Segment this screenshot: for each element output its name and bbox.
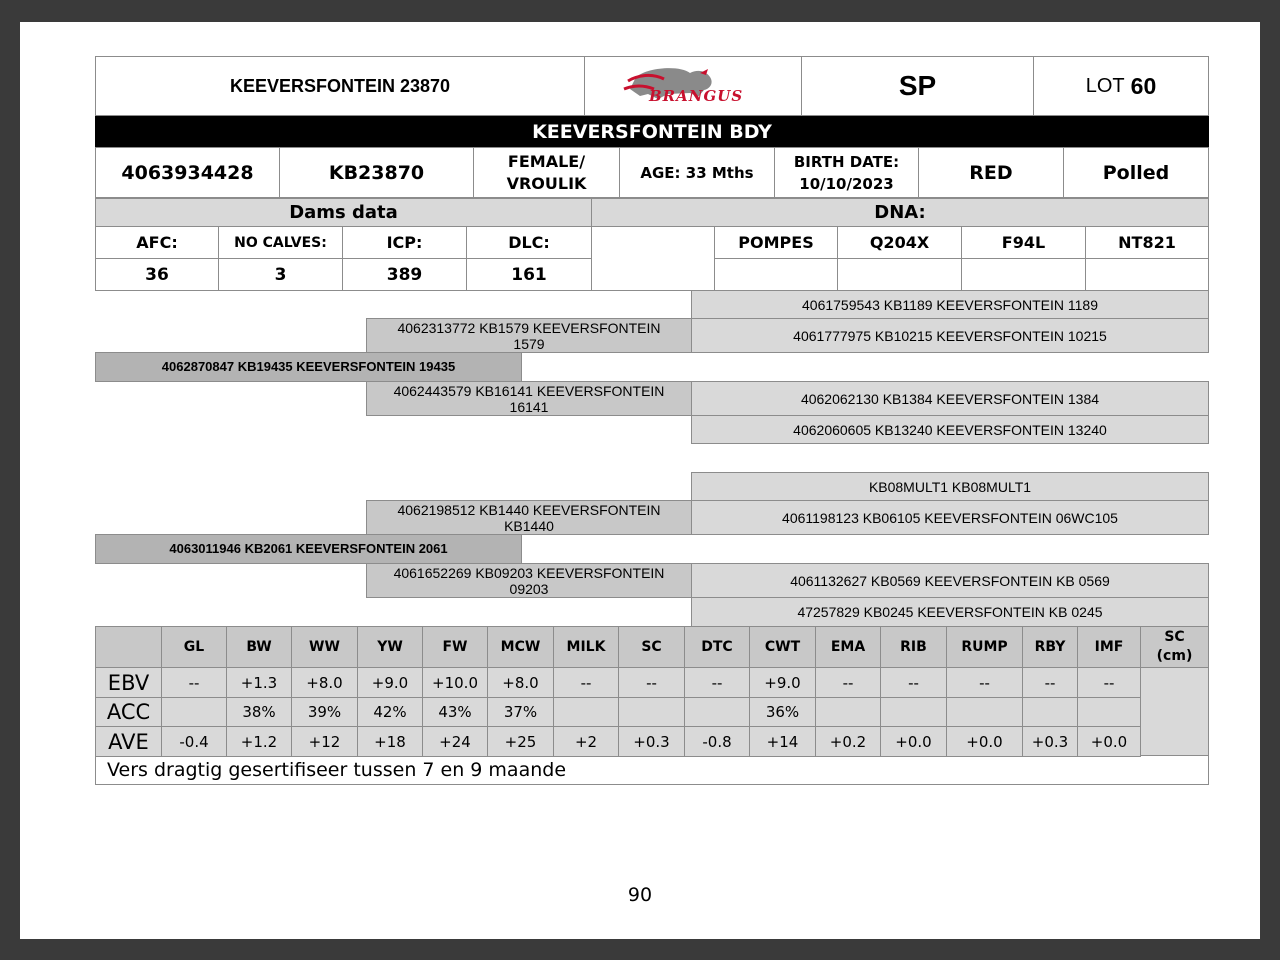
birth-value: 10/10/2023	[799, 174, 894, 193]
ebv-sc-header	[1140, 626, 1209, 668]
lot-label: LOT	[1085, 74, 1125, 97]
ebv-header-sc: SC	[618, 626, 685, 668]
dna-nt821-header: NT821	[1085, 226, 1209, 259]
ebv-cell-ebv-cwt: +9.0	[749, 667, 816, 698]
ebv-row-label-ave: AVE	[95, 726, 162, 757]
pedigree-sire-sire: 4062313772 KB1579 KEEVERSFONTEIN 1579	[366, 318, 692, 353]
birth-date	[774, 147, 919, 198]
ebv-cell-ebv-ww: +8.0	[291, 667, 358, 698]
dna-q204x-header: Q204X	[837, 226, 962, 259]
ebv-header-ww: WW	[291, 626, 358, 668]
brangus-logo	[584, 56, 802, 116]
ebv-header-rby: RBY	[1022, 626, 1078, 668]
no-calves-value: 3	[218, 258, 343, 291]
dlc-header: DLC:	[466, 226, 592, 259]
ebv-cell-ebv-rump: --	[946, 667, 1023, 698]
ebv-cell-ebv-mcw: +8.0	[487, 667, 554, 698]
ebv-cell-ebv-dtc: --	[684, 667, 750, 698]
pedigree-ddd: 47257829 KB0245 KEEVERSFONTEIN KB 0245	[691, 597, 1209, 627]
ebv-header-yw: YW	[357, 626, 423, 668]
dna-pompes-value	[714, 258, 838, 291]
note-row	[95, 755, 1209, 785]
ebv-cell-ebv-sc: --	[618, 667, 685, 698]
ebv-cell-ebv-ema: --	[815, 667, 881, 698]
pedigree-dds: 4061132627 KB0569 KEEVERSFONTEIN KB 0569	[691, 563, 1209, 598]
ebv-cell-ebv-gl: --	[161, 667, 227, 698]
ebv-cell-acc-ema	[815, 697, 881, 727]
ebv-header-rump: RUMP	[946, 626, 1023, 668]
pedigree-sire-dam: 4062443579 KB16141 KEEVERSFONTEIN 16141	[366, 381, 692, 416]
ebv-header-ema: EMA	[815, 626, 881, 668]
no-calves-header: NO CALVES:	[218, 226, 343, 259]
colour: RED	[918, 147, 1064, 198]
pedigree-dsd: 4061198123 KB06105 KEEVERSFONTEIN 06WC105	[691, 500, 1209, 535]
ebv-cell-acc-milk	[553, 697, 619, 727]
dna-title: DNA:	[591, 198, 1209, 227]
animal-name: KEEVERSFONTEIN 23870	[95, 56, 585, 116]
ebv-cell-ave-dtc: -0.8	[684, 726, 750, 757]
sex-line1: FEMALE/	[507, 151, 586, 171]
lot-box	[1033, 56, 1209, 116]
sex-line2: VROULIK	[506, 173, 587, 193]
ebv-header-fw: FW	[422, 626, 488, 668]
ebv-cell-ave-ema: +0.2	[815, 726, 881, 757]
sc-header-line2: (cm)	[1156, 648, 1193, 664]
ebv-cell-acc-ww: 39%	[291, 697, 358, 727]
dlc-value: 161	[466, 258, 592, 291]
breeder-bar: KEEVERSFONTEIN BDY	[95, 116, 1209, 147]
ebv-cell-acc-gl	[161, 697, 227, 727]
ebv-cell-ebv-yw: +9.0	[357, 667, 423, 698]
afc-header: AFC:	[95, 226, 219, 259]
ebv-cell-ave-imf: +0.0	[1077, 726, 1141, 757]
birth-label: BIRTH DATE:	[793, 152, 900, 171]
pedigree-sire: 4062870847 KB19435 KEEVERSFONTEIN 19435	[95, 352, 522, 382]
pedigree-sds: 4062062130 KB1384 KEEVERSFONTEIN 1384	[691, 381, 1209, 416]
ebv-cell-ebv-bw: +1.3	[226, 667, 292, 698]
ebv-header-bw: BW	[226, 626, 292, 668]
ebv-cell-acc-yw: 42%	[357, 697, 423, 727]
ebv-cell-ebv-milk: --	[553, 667, 619, 698]
icp-value: 389	[342, 258, 467, 291]
ebv-corner	[95, 626, 162, 668]
logo-text: BRANGUS	[649, 87, 744, 105]
ebv-cell-ave-mcw: +25	[487, 726, 554, 757]
tag-number: KB23870	[279, 147, 474, 198]
ebv-cell-ave-sc: +0.3	[618, 726, 685, 757]
horn-status: Polled	[1063, 147, 1209, 198]
lot-number: 60	[1130, 72, 1157, 99]
ebv-cell-ebv-rib: --	[880, 667, 947, 698]
ebv-cell-ave-rby: +0.3	[1022, 726, 1078, 757]
ebv-header-rib: RIB	[880, 626, 947, 668]
dna-f94l-header: F94L	[961, 226, 1086, 259]
pedigree-sss: 4061759543 KB1189 KEEVERSFONTEIN 1189	[691, 290, 1209, 319]
ebv-cell-ave-fw: +24	[422, 726, 488, 757]
pedigree-dam: 4063011946 KB2061 KEEVERSFONTEIN 2061	[95, 534, 522, 564]
dams-data-title: Dams data	[95, 198, 592, 227]
ebv-cell-ave-rib: +0.0	[880, 726, 947, 757]
ebv-row-label-acc: ACC	[95, 697, 162, 727]
dna-pompes-header: POMPES	[714, 226, 838, 259]
ebv-header-gl: GL	[161, 626, 227, 668]
ebv-cell-acc-bw: 38%	[226, 697, 292, 727]
ebv-cell-acc-mcw: 37%	[487, 697, 554, 727]
ebv-cell-ave-milk: +2	[553, 726, 619, 757]
ebv-cell-ave-yw: +18	[357, 726, 423, 757]
pedigree-dss: KB08MULT1 KB08MULT1	[691, 472, 1209, 501]
ebv-cell-ave-ww: +12	[291, 726, 358, 757]
icp-header: ICP:	[342, 226, 467, 259]
dna-q204x-value	[837, 258, 962, 291]
ebv-sc-values	[1140, 667, 1209, 756]
ebv-cell-acc-dtc	[684, 697, 750, 727]
ebv-cell-ave-gl: -0.4	[161, 726, 227, 757]
afc-value: 36	[95, 258, 219, 291]
dna-f94l-value	[961, 258, 1086, 291]
ebv-cell-acc-sc	[618, 697, 685, 727]
ebv-cell-ebv-rby: --	[1022, 667, 1078, 698]
sex	[473, 147, 620, 198]
pedigree-dam-dam: 4061652269 KB09203 KEEVERSFONTEIN 09203	[366, 563, 692, 598]
ebv-cell-ave-cwt: +14	[749, 726, 816, 757]
note-text: Vers dragtig gesertifiseer tussen 7 en 9 maande	[107, 759, 567, 781]
sc-header-line1: SC	[1164, 629, 1185, 645]
pedigree-dam-sire: 4062198512 KB1440 KEEVERSFONTEIN KB1440	[366, 500, 692, 535]
ebv-cell-ebv-fw: +10.0	[422, 667, 488, 698]
ebv-cell-ebv-imf: --	[1077, 667, 1141, 698]
pedigree-sdd: 4062060605 KB13240 KEEVERSFONTEIN 13240	[691, 415, 1209, 444]
ebv-header-dtc: DTC	[684, 626, 750, 668]
id-number: 4063934428	[95, 147, 280, 198]
age: AGE: 33 Mths	[619, 147, 775, 198]
ebv-cell-ave-rump: +0.0	[946, 726, 1023, 757]
pedigree-ssd: 4061777975 KB10215 KEEVERSFONTEIN 10215	[691, 318, 1209, 353]
ebv-cell-ave-bw: +1.2	[226, 726, 292, 757]
ebv-cell-acc-rump	[946, 697, 1023, 727]
ebv-header-imf: IMF	[1077, 626, 1141, 668]
ebv-cell-acc-rby	[1022, 697, 1078, 727]
ebv-header-cwt: CWT	[749, 626, 816, 668]
page-number: 90	[627, 884, 653, 906]
ebv-cell-acc-cwt: 36%	[749, 697, 816, 727]
dna-blank	[591, 226, 715, 291]
dna-nt821-value	[1085, 258, 1209, 291]
ebv-cell-acc-imf	[1077, 697, 1141, 727]
ebv-cell-acc-fw: 43%	[422, 697, 488, 727]
ebv-row-label-ebv: EBV	[95, 667, 162, 698]
ebv-header-milk: MILK	[553, 626, 619, 668]
ebv-header-mcw: MCW	[487, 626, 554, 668]
sp-label: SP	[801, 56, 1034, 116]
catalogue-page	[20, 22, 1260, 939]
ebv-cell-acc-rib	[880, 697, 947, 727]
